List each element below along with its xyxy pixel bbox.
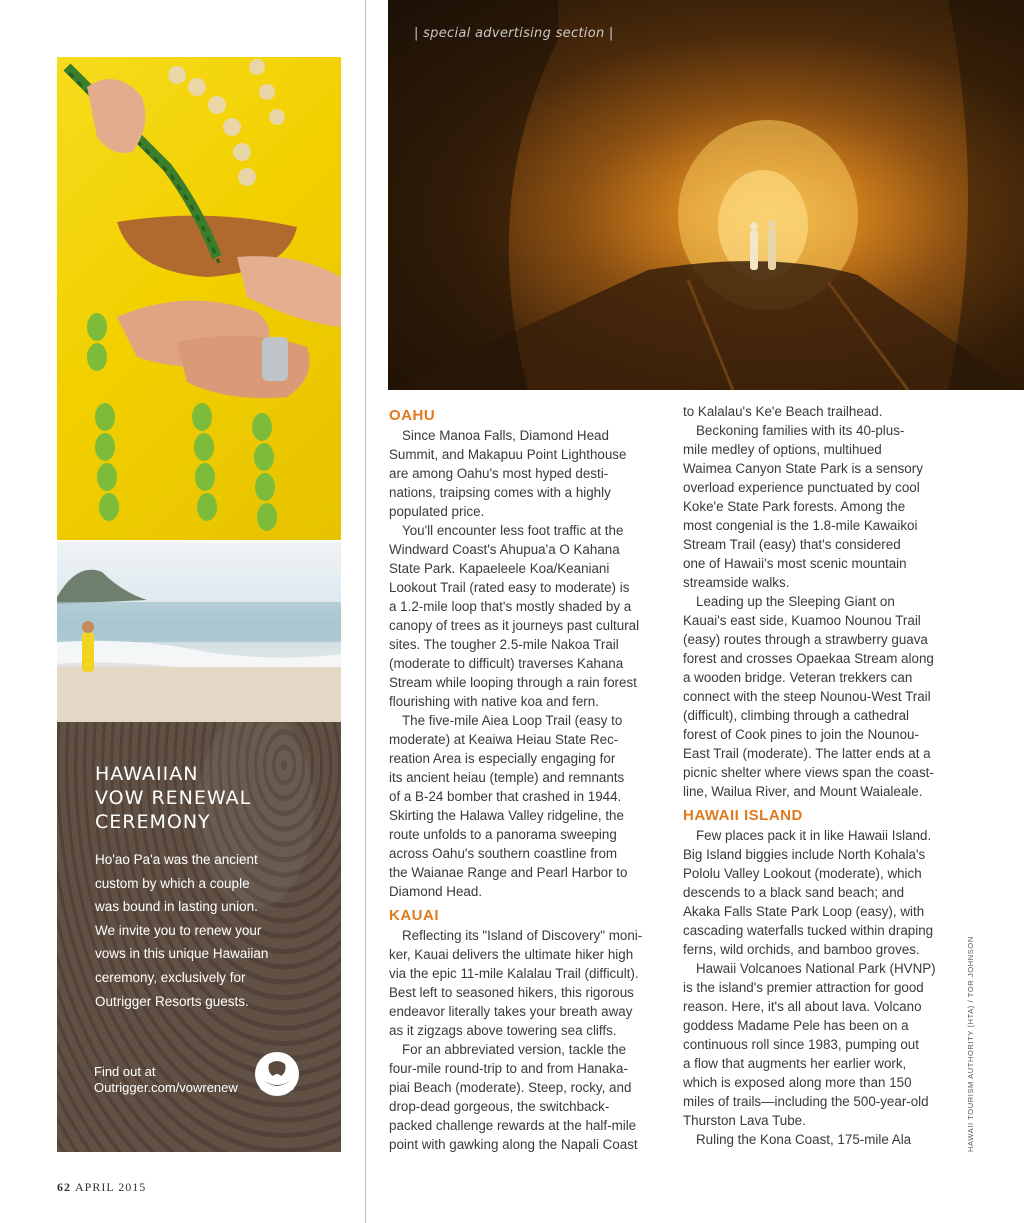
hawaii-paragraph-2: Hawaii Volcanoes National Park (HVNP) is the island's premier attraction for good reason. Here, it's all about lava. Volcano goddess Madame Pele has been on a continuous roll since 1983, pumping out a flow that augments her earlier work, which is exposed along more than 150 miles of trails—including the 500-year-old Thurston Lava Tube. xyxy=(683,961,936,1128)
oahu-paragraph-3: The five-mile Aiea Loop Trail (easy to moderate) at Keaiwa Heiau State Rec- reation Area is especially engaging for its ancient heiau (temple) and remnants of a B-24 bomber that crashed in 1944. Skirting the Halawa Valley ridgeline, the route unfolds to a panorama sweeping across Oahu's southern coastline from the Waianae Range and Pearl Harbor to Diamond Head. xyxy=(389,713,628,899)
issue-date: APRIL 2015 xyxy=(75,1180,147,1194)
article-column-2 xyxy=(683,402,959,1149)
kauai-paragraph-4: Leading up the Sleeping Giant on Kauai's east side, Kuamoo Nounou Trail (easy) routes through a strawberry guava forest and crosses Opaekaa Stream along a wooden bridge. Veteran trekkers can connect with the steep Nounou-West Trail (difficult), climbing through a cathedral forest of Cook pines to join the Nounou- East Trail (moderate). The latter ends at a picnic shelter where views span the coast- line, Wailua River, and Mount Waialeale. xyxy=(683,594,934,799)
outrigger-logo-icon xyxy=(253,1050,301,1098)
oahu-paragraph-2: You'll encounter less foot traffic at the Windward Coast's Ahupua'a O Kahana State Park. Kapaeleele Koa/Keaniani Lookout Trail (rated easy to moderate) is a 1.2-mile loop that's mostly shaded by a canopy of trees as it journeys past cultural sites. The tougher 2.5-mile Nakoa Trail (moderate to difficult) traverses Kahana Stream while looping through a rain forest flourishing with native koa and fern. xyxy=(389,523,640,709)
outrigger-ad xyxy=(57,57,341,1152)
lei-ceremony-photo xyxy=(57,57,341,540)
ad-body: Ho'ao Pa'a was the ancient custom by which a couple was bound in lasting union. We invite you to renew your vows in this unique Hawaiian ceremony, exclusively for Outrigger Resorts guests. xyxy=(95,852,269,1009)
special-advertising-section-label: | special advertising section | xyxy=(414,26,614,41)
oahu-paragraph-1: Since Manoa Falls, Diamond Head Summit, and Makapuu Point Lighthouse are among Oahu's most hyped desti- nations, traipsing comes with a highly populated price. xyxy=(389,428,627,519)
kauai-heading: KAUAI xyxy=(389,907,439,924)
article-column-1 xyxy=(389,406,665,1154)
lava-tube-photo xyxy=(388,0,1024,390)
hawaii-paragraph-1: Few places pack it in like Hawaii Island. Big Island biggies include North Kohala's Pololu Valley Lookout (moderate), which descends to a black sand beach; and Akaka Falls State Park Loop (easy), with cascading waterfalls tucked within draping ferns, wild orchids, and bamboo groves. xyxy=(683,828,934,957)
hawaii-paragraph-3: Ruling the Kona Coast, 175-mile Ala xyxy=(696,1132,912,1147)
oahu-heading: OAHU xyxy=(389,407,436,424)
kauai-paragraph-3: Beckoning families with its 40-plus- mile medley of options, multihued Waimea Canyon State Park is a sensory overload experience punctuated by cool Koke'e State Park forests. Among the most congenial is the 1.8-mile Kawaikoi Stream Trail (easy) that's considered one of Hawaii's most scenic mountain streamside walks. xyxy=(683,423,923,590)
ad-title: HAWAIIAN VOW RENEWAL CEREMONY xyxy=(95,763,252,833)
page-folio xyxy=(57,1180,146,1195)
gutter-divider xyxy=(365,0,366,1223)
ad-panel xyxy=(57,722,341,1152)
photo-credit: HAWAII TOURISM AUTHORITY (HTA) / TOR JOHNSON xyxy=(966,936,975,1152)
beach-photo xyxy=(57,542,341,722)
kauai-paragraph-2: For an abbreviated version, tackle the four-mile round-trip to and from Hanaka- piai Beach (moderate). Steep, rocky, and drop-dead gorgeous, the switchback- packed challenge rewards at the half-mile point with gawking along the Napali Coast xyxy=(389,1042,638,1152)
page-number: 62 xyxy=(57,1180,71,1194)
ad-cta-link[interactable]: Find out at Outrigger.com/vowrenew xyxy=(94,1064,238,1095)
hawaii-island-heading: HAWAII ISLAND xyxy=(683,807,803,824)
kauai-paragraph-1: Reflecting its "Island of Discovery" moni- ker, Kauai delivers the ultimate hiker high via the epic 11-mile Kalalau Trail (difficult). Best left to seasoned hikers, this rigorous endeavor literally takes your breath away as it zigzags above towering sea cliffs. xyxy=(389,928,643,1038)
kauai-paragraph-2-continued: to Kalalau's Ke'e Beach trailhead. xyxy=(683,404,883,419)
